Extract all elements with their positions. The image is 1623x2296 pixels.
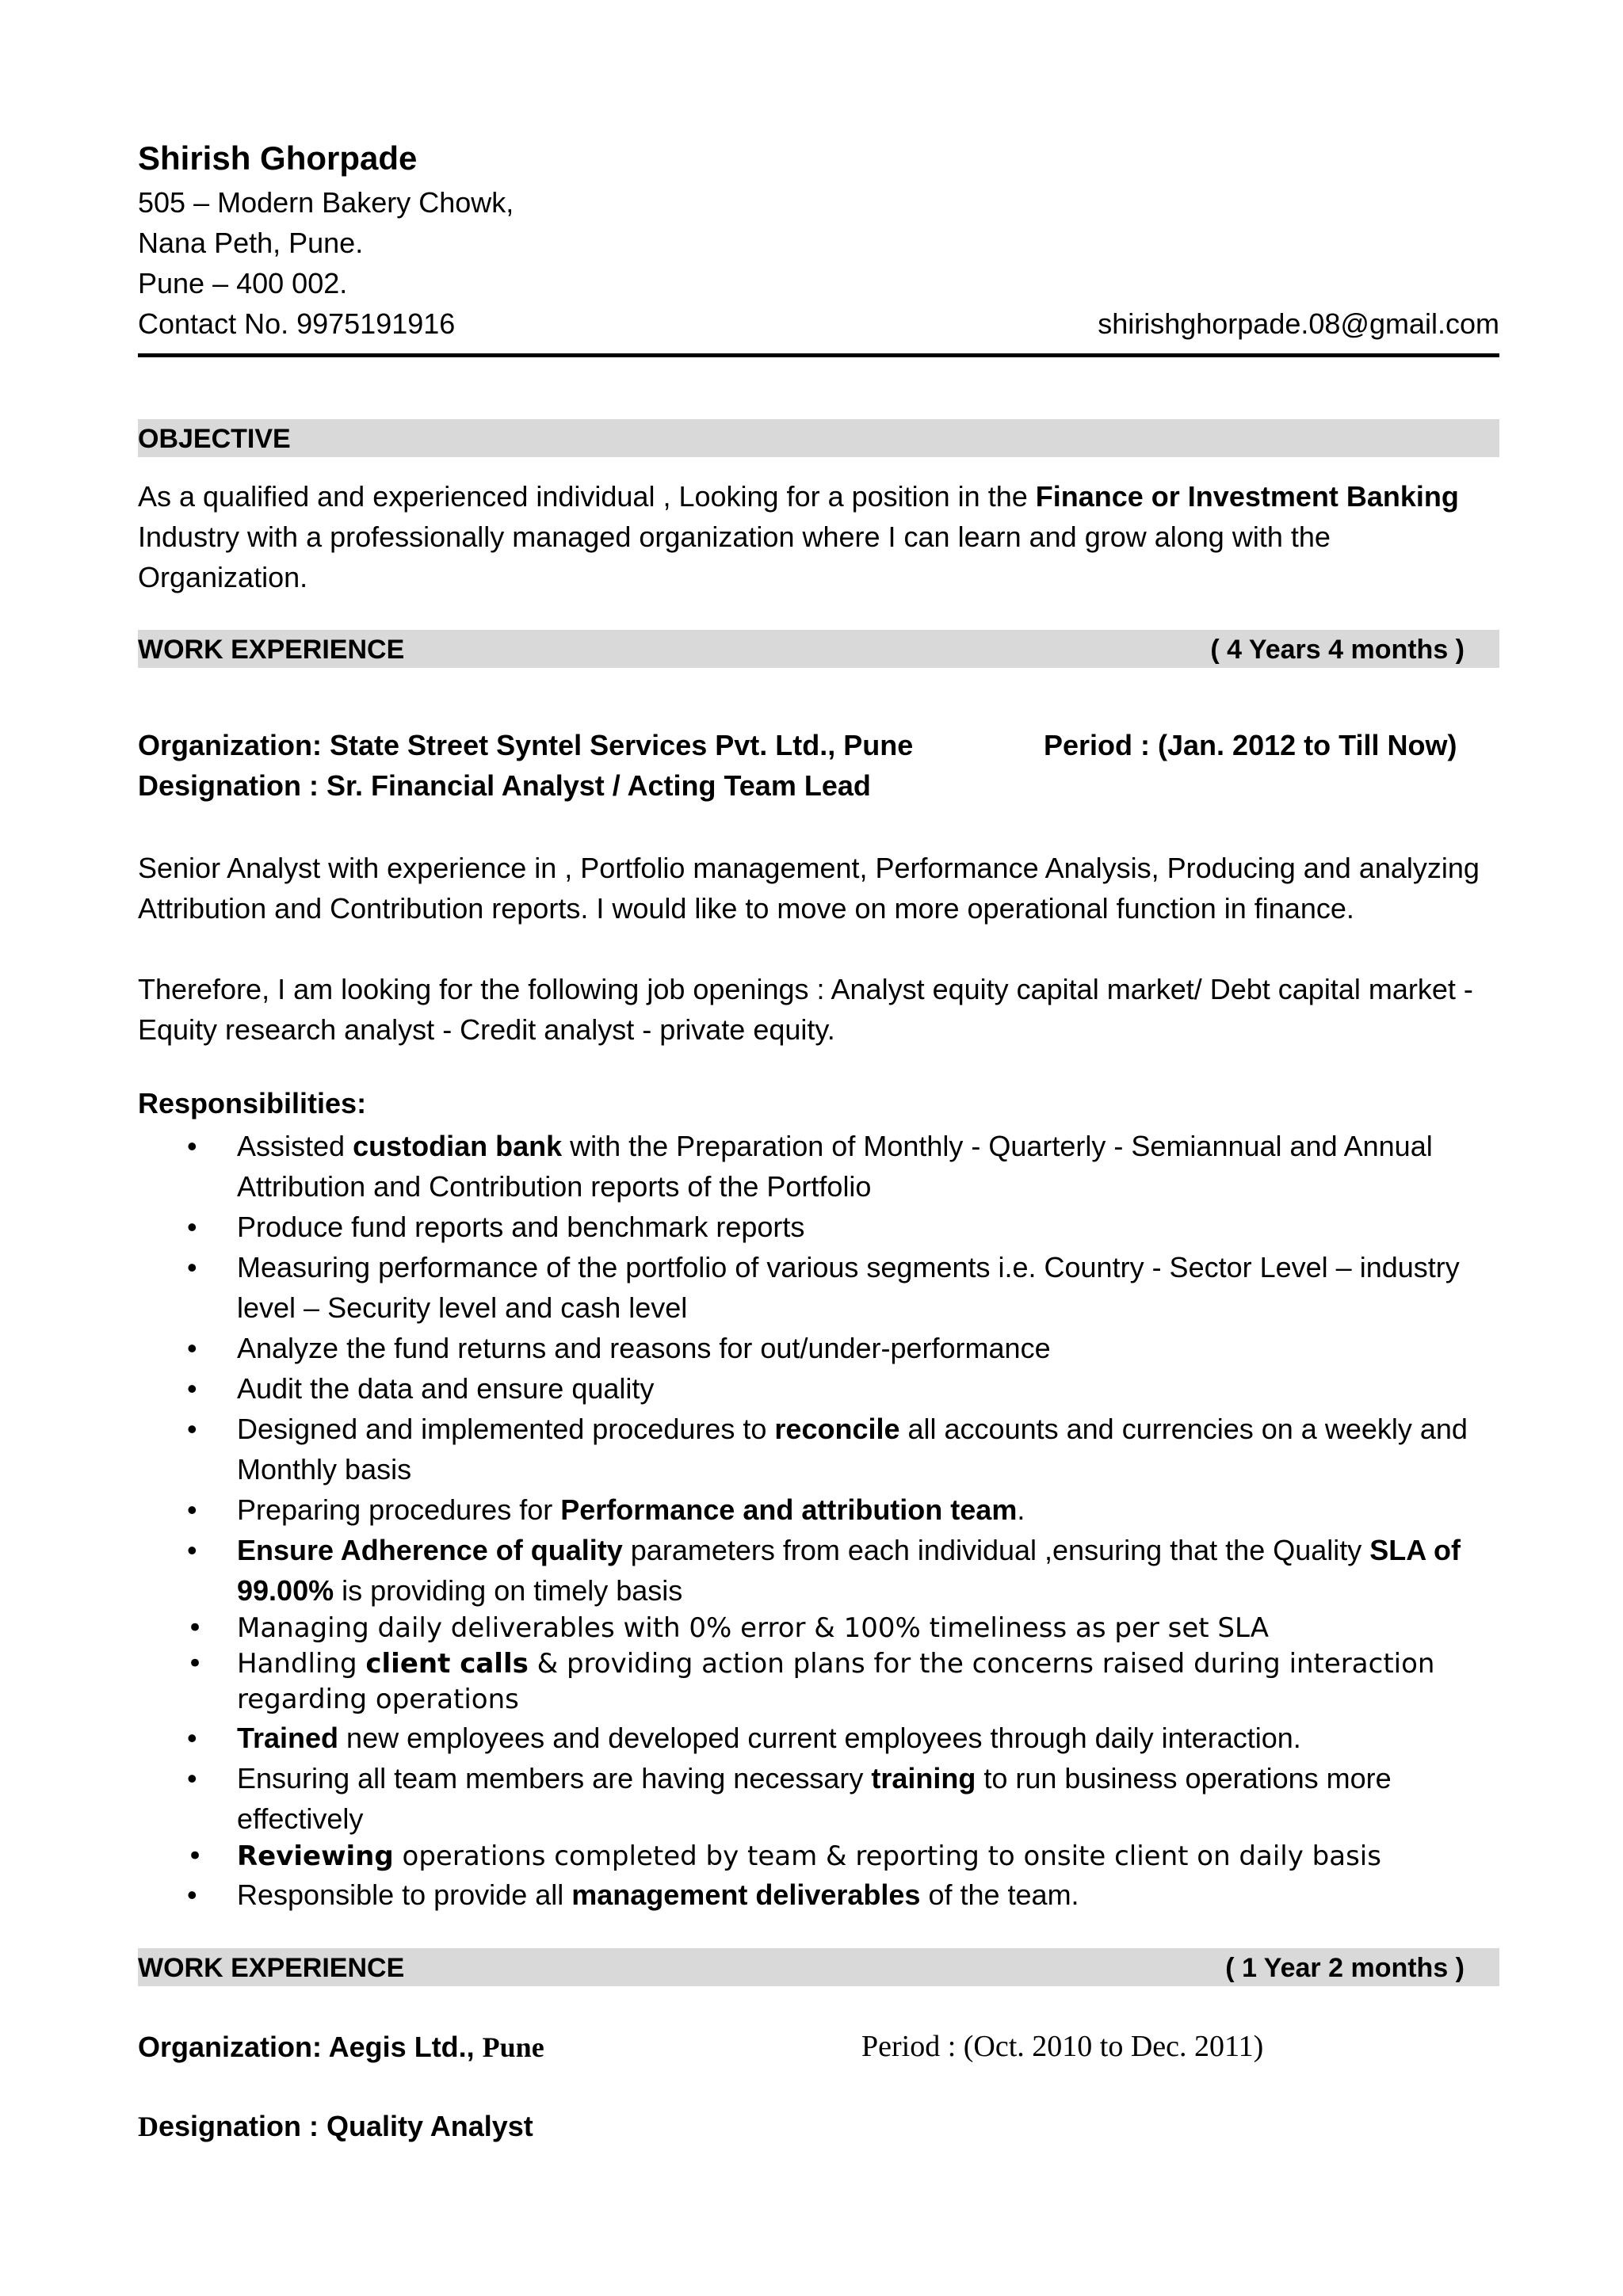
list-item-bold: Performance and attribution team (560, 1493, 1018, 1526)
list-item-text: parameters from each individual ,ensuring that the Quality (622, 1534, 1370, 1566)
candidate-name: Shirish Ghorpade (138, 139, 418, 177)
list-item (138, 1718, 1499, 1758)
list-item-text: is providing on timely basis (334, 1574, 683, 1607)
list-item-text: Ensuring all team members are having necessary (237, 1762, 872, 1794)
list-item (138, 1207, 1499, 1247)
list-item-text: operations completed by team & reporting to onsite client on daily basis (393, 1840, 1381, 1872)
bullet: • (187, 1648, 204, 1680)
work-experience-2-band (138, 1948, 1499, 1986)
list-item-bold: Ensure Adherence of quality (237, 1534, 623, 1566)
objective-text-part: Industry with a professionally managed organization where I can learn and grow along with the Organization. (138, 521, 1331, 593)
work-2-organization-name: Organization: Aegis Ltd., (138, 2031, 483, 2063)
list-item (138, 1839, 1499, 1875)
list-item-text: of the team. (920, 1878, 1079, 1911)
list-item (138, 1758, 1499, 1839)
bullet: • (187, 1251, 197, 1283)
list-item (138, 1611, 1499, 1646)
responsibilities-list (138, 1126, 1499, 1915)
list-item-bold: Reviewing (237, 1840, 394, 1872)
list-item-text: . (1017, 1493, 1025, 1526)
work-2-organization (138, 2031, 544, 2064)
responsibilities-title: Responsibilities: (138, 1087, 367, 1119)
list-item-bold: training (871, 1762, 976, 1794)
list-item (138, 1328, 1499, 1368)
list-item-text: Handling (237, 1648, 366, 1680)
work-1-designation: Designation : Sr. Financial Analyst / Acting Team Lead (138, 769, 871, 802)
list-item-bold: management deliverables (571, 1878, 921, 1911)
work-1-organization: Organization: State Street Syntel Services Pvt. Ltd., Pune (138, 729, 914, 761)
list-item-text: & providing action plans for the concerns raised during interaction regarding operations (237, 1648, 1435, 1715)
bullet: • (187, 1762, 197, 1794)
bullet: • (187, 1612, 204, 1644)
objective-text (138, 476, 1499, 597)
work-1-summary-1: Senior Analyst with experience in , Portfolio management, Performance Analysis, Producing and analyzing Attribution and Contribution reports. I would like to move on more operational function in finance. (138, 852, 1480, 925)
bullet: • (187, 1211, 197, 1243)
list-item-text: new employees and developed current employees through daily interaction. (338, 1722, 1301, 1754)
list-item (138, 1489, 1499, 1530)
list-item-text: Produce fund reports and benchmark reports (237, 1211, 805, 1243)
work-2-organization-city: Pune (482, 2031, 544, 2063)
list-item-text: with the Preparation of Monthly - Quarterly - Semiannual and Annual Attribution and Contribution reports of the Portfolio (237, 1130, 1433, 1203)
list-item-bold: custodian bank (353, 1130, 563, 1162)
bullet: • (187, 1534, 197, 1566)
bullet: • (187, 1840, 204, 1872)
list-item-bold: reconcile (774, 1413, 900, 1445)
objective-text-part: As a qualified and experienced individual , Looking for a position in the (138, 480, 1036, 513)
list-item-text: Preparing procedures for (237, 1493, 561, 1526)
contact-number: Contact No. 9975191916 (138, 307, 456, 340)
bullet: • (187, 1332, 197, 1364)
list-item-text: Designed and implemented procedures to (237, 1413, 775, 1445)
work-2-designation-text: esignation : Quality Analyst (158, 2110, 533, 2142)
bullet: • (187, 1878, 197, 1911)
list-item-text: to run business operations more effectively (237, 1762, 1392, 1835)
work-1-period: Period : (Jan. 2012 to Till Now) (1044, 729, 1457, 761)
header-divider (138, 353, 1499, 357)
work-experience-2-duration: ( 1 Year 2 months ) (1225, 1953, 1465, 1983)
objective-text-bold: Finance or Investment Banking (1035, 480, 1459, 513)
list-item-text: all accounts and currencies on a weekly and Monthly basis (237, 1413, 1468, 1486)
objective-title: OBJECTIVE (138, 424, 291, 454)
work-experience-1-band (138, 630, 1499, 668)
list-item-text: Managing daily deliverables with 0% error & 100% timeliness as per set SLA (237, 1612, 1269, 1644)
address-line-3: Pune – 400 002. (138, 267, 348, 299)
address-line-2: Nana Peth, Pune. (138, 227, 364, 259)
work-2-designation (138, 2110, 533, 2143)
list-item (138, 1368, 1499, 1409)
list-item-text: Responsible to provide all (237, 1878, 572, 1911)
list-item-text: Measuring performance of the portfolio of various segments i.e. Country - Sector Level – industry level – Security level and cash level (237, 1251, 1460, 1324)
bullet: • (187, 1372, 197, 1405)
bullet: • (187, 1722, 197, 1754)
bullet: • (187, 1130, 197, 1162)
list-item (138, 1409, 1499, 1489)
objective-section-band (138, 419, 1499, 457)
list-item-bold: client calls (365, 1648, 529, 1680)
list-item (138, 1646, 1499, 1718)
work-1-summary-2: Therefore, I am looking for the following job openings : Analyst equity capital market/ Debt capital market - Equity research analyst - Credit analyst - private equity. (138, 973, 1473, 1046)
list-item (138, 1530, 1499, 1611)
bullet: • (187, 1413, 197, 1445)
list-item-text: Analyze the fund returns and reasons for out/under-performance (237, 1332, 1051, 1364)
bullet: • (187, 1493, 197, 1526)
list-item-bold: Trained (237, 1722, 339, 1754)
work-2-designation-initial: D (138, 2111, 158, 2142)
list-item-bold: SLA of 99.00% (237, 1534, 1461, 1607)
work-experience-2-title: WORK EXPERIENCE (138, 1953, 405, 1983)
work-experience-1-title: WORK EXPERIENCE (138, 635, 405, 665)
list-item (138, 1875, 1499, 1915)
list-item (138, 1126, 1499, 1207)
work-experience-1-duration: ( 4 Years 4 months ) (1210, 635, 1465, 665)
list-item-text: Audit the data and ensure quality (237, 1372, 655, 1405)
list-item-text: Assisted (237, 1130, 353, 1162)
address-line-1: 505 – Modern Bakery Chowk, (138, 186, 514, 219)
list-item (138, 1247, 1499, 1328)
work-2-period: Period : (Oct. 2010 to Dec. 2011) (861, 2030, 1264, 2063)
email-address: shirishghorpade.08@gmail.com (1098, 307, 1499, 340)
